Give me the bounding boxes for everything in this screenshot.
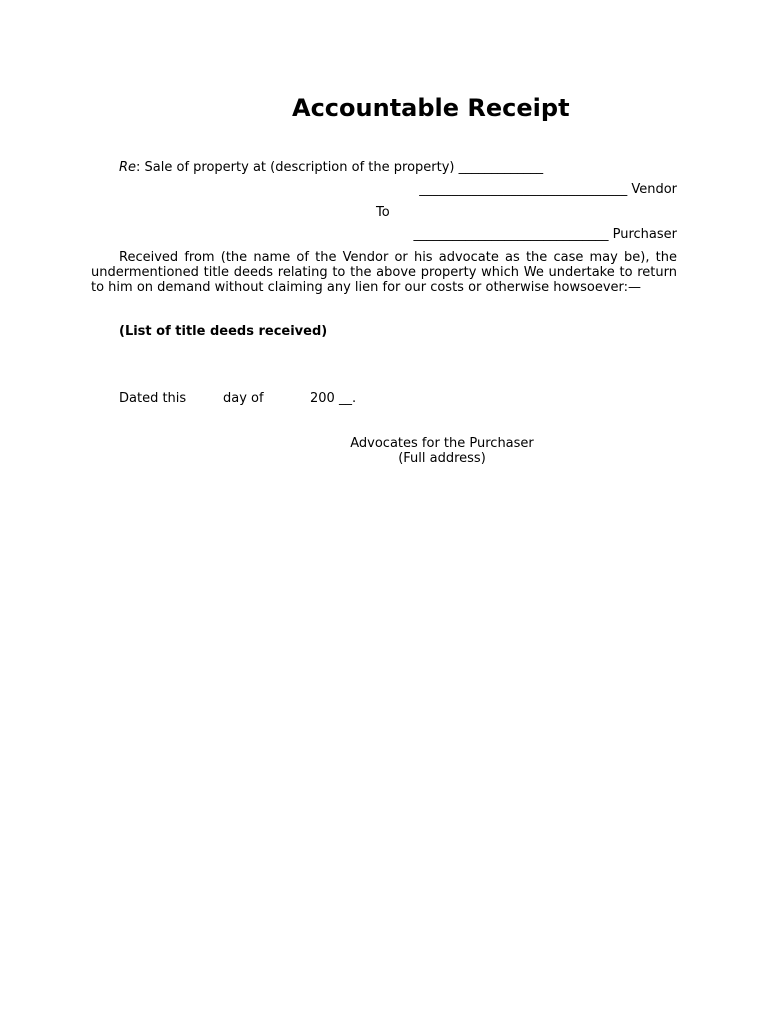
year-label: 200 __. (310, 391, 357, 406)
day-of-label: day of (223, 391, 264, 406)
body-paragraph: Received from (the name of the Vendor or his advocate as the case may be), the undermentioned title deeds relating to the above property which We undertake to return to him on demand without claiming any lien for our costs or otherwise howsoever:— (91, 250, 677, 295)
purchaser-line: ______________________________ Purchaser (413, 227, 677, 242)
document-title: Accountable Receipt (292, 94, 570, 122)
vendor-line: ________________________________ Vendor (419, 182, 677, 197)
signature-line-1: Advocates for the Purchaser (350, 436, 534, 451)
dated-this-label: Dated this (119, 391, 187, 406)
list-heading: (List of title deeds received) (119, 324, 328, 339)
re-line (119, 160, 543, 175)
re-text: : Sale of property at (description of the property) _____________ (136, 160, 544, 175)
to-line: To (376, 205, 390, 220)
re-label: Re (119, 160, 137, 175)
signature-line-2: (Full address) (398, 451, 486, 466)
signature-block (342, 436, 542, 466)
